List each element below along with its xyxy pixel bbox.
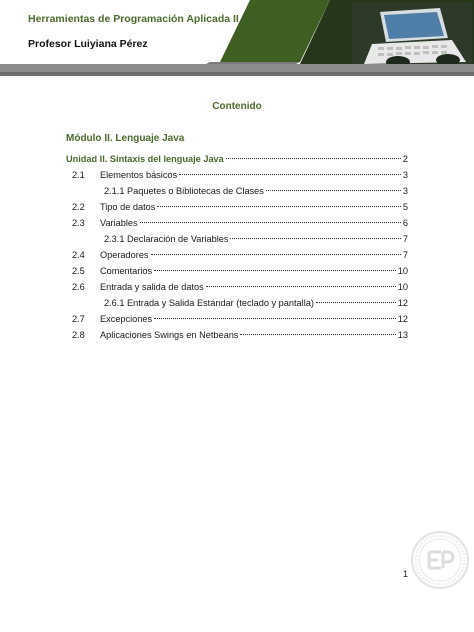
toc-leader-dots xyxy=(240,334,395,335)
toc-leader-dots xyxy=(140,222,401,223)
toc-entry-number: 2.1 xyxy=(72,170,85,180)
toc-page-number: 3 xyxy=(402,186,408,196)
toc-entry-2-8[interactable] xyxy=(72,328,408,342)
toc-leader-dots xyxy=(266,190,401,191)
toc-entry-unit-2[interactable] xyxy=(66,152,408,166)
toc-entry-2-1[interactable] xyxy=(72,168,408,182)
toc-page-number: 7 xyxy=(402,234,408,244)
toc-page-number: 2 xyxy=(402,154,408,164)
toc-page-number: 10 xyxy=(397,282,408,292)
toc-entry-label: Elementos básicos xyxy=(100,170,178,180)
toc-entry-number: 2.5 xyxy=(72,266,85,276)
toc-leader-dots xyxy=(206,286,396,287)
toc-leader-dots xyxy=(151,254,401,255)
toc-entry-2-5[interactable] xyxy=(72,264,408,278)
toc-entry-label: Aplicaciones Swings en Netbeans xyxy=(100,330,239,340)
contents-heading: Contenido xyxy=(212,101,262,112)
toc-page-number: 13 xyxy=(397,330,408,340)
toc-entry-number: 2.7 xyxy=(72,314,85,324)
toc-entry-label: Tipo de datos xyxy=(100,202,156,212)
toc-page-number: 12 xyxy=(397,314,408,324)
toc-leader-dots xyxy=(154,318,396,319)
page-number: 1 xyxy=(403,569,409,579)
toc-entry-label: Entrada y salida de datos xyxy=(100,282,204,292)
toc-page-number: 5 xyxy=(402,202,408,212)
toc-entry-number: 2.8 xyxy=(72,330,85,340)
toc-entry-2-7[interactable] xyxy=(72,312,408,326)
toc-page-number: 3 xyxy=(402,170,408,180)
toc-page-number: 6 xyxy=(402,218,408,228)
toc-entry-label: 2.6.1 Entrada y Salida Estándar (teclado y pantalla) xyxy=(104,298,314,308)
toc-leader-dots xyxy=(154,270,396,271)
toc-entry-number: 2.4 xyxy=(72,250,85,260)
toc-entry-2-6-1[interactable] xyxy=(104,296,408,310)
toc-page-number: 10 xyxy=(397,266,408,276)
toc-entry-number: 2.6 xyxy=(72,282,85,292)
institutional-seal-icon xyxy=(410,530,470,590)
toc-entry-label: Excepciones xyxy=(100,314,153,324)
toc-entry-2-3-1[interactable] xyxy=(104,232,408,246)
toc-entry-2-6[interactable] xyxy=(72,280,408,294)
toc-leader-dots xyxy=(226,158,401,159)
laptop-keyboard-photo xyxy=(352,2,472,68)
toc-entry-2-2[interactable] xyxy=(72,200,408,214)
toc-leader-dots xyxy=(230,238,400,239)
toc-entry-label: 2.3.1 Declaración de Variables xyxy=(104,234,229,244)
toc-entry-2-3[interactable] xyxy=(72,216,408,230)
toc-entry-2-1-1[interactable] xyxy=(104,184,408,198)
toc-leader-dots xyxy=(316,302,396,303)
module-heading: Módulo II. Lenguaje Java xyxy=(66,133,185,144)
toc-entry-label: Comentarios xyxy=(100,266,153,276)
toc-entry-label: 2.1.1 Paquetes o Bibliotecas de Clases xyxy=(104,186,264,196)
toc-entry-label: Unidad II. Sintaxis del lenguaje Java xyxy=(66,154,224,164)
toc-leader-dots xyxy=(179,174,401,175)
toc-entry-number: 2.2 xyxy=(72,202,85,212)
toc-entry-number: 2.3 xyxy=(72,218,85,228)
toc-entry-label: Operadores xyxy=(100,250,149,260)
toc-page-number: 12 xyxy=(397,298,408,308)
page-header xyxy=(0,0,474,80)
toc-leader-dots xyxy=(157,206,401,207)
toc-entry-label: Variables xyxy=(100,218,138,228)
professor-name: Profesor Luiyiana Pérez xyxy=(28,38,148,50)
course-title: Herramientas de Programación Aplicada II xyxy=(28,13,239,25)
toc-entry-2-4[interactable] xyxy=(72,248,408,262)
toc-page-number: 7 xyxy=(402,250,408,260)
